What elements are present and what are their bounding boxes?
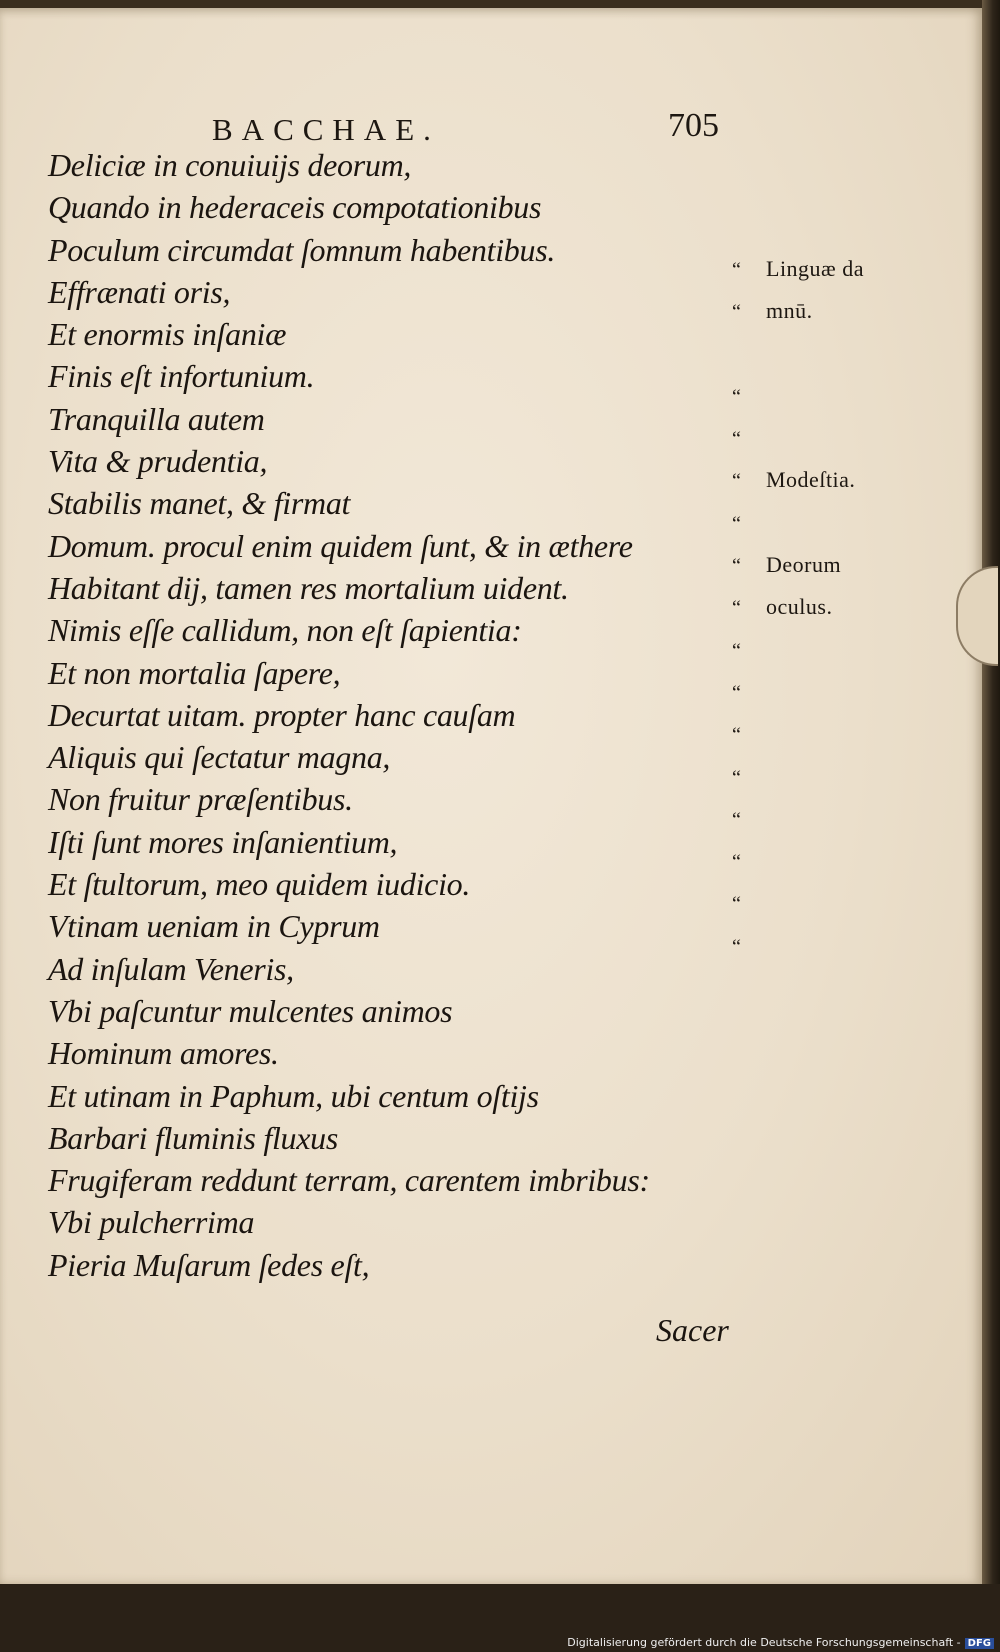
verse-line: Vtinam ueniam in Cyprum (48, 908, 380, 945)
margin-note (732, 713, 892, 755)
verse-line: Tranquilla autem (48, 400, 265, 437)
verse-line: Aliquis qui ſectatur magna, (48, 739, 391, 776)
margin-note (732, 756, 892, 798)
verse-line: Domum. procul enim quidem ſunt, & in æthere (48, 527, 633, 564)
quote-mark: “ (732, 301, 741, 324)
quote-mark: “ (732, 893, 741, 916)
verse-line: Quando in hederaceis compotationibus (48, 189, 542, 226)
catchword: Sacer (656, 1312, 729, 1348)
dfg-logo: DFG (965, 1638, 994, 1649)
margin-note-text: mnū. (766, 298, 813, 324)
quote-mark: “ (732, 724, 741, 747)
running-head: BACCHAE. (212, 112, 440, 147)
verse-line: Et utinam in Paphum, ubi centum oſtijs (48, 1077, 539, 1114)
credit-text: Digitalisierung gefördert durch die Deutsche Forschungsgemeinschaft - (567, 1636, 961, 1649)
verse-line: Habitant dij, tamen res mortalium uident. (48, 569, 569, 606)
margin-note (732, 417, 892, 459)
quote-mark: “ (732, 470, 741, 493)
quote-mark: “ (732, 935, 741, 958)
margin-note (732, 290, 892, 332)
verse-line: Finis eſt infortunium. (48, 358, 315, 395)
verse-line: Pieria Muſarum ſedes eſt, (48, 1246, 370, 1283)
verse-line: Nimis eſſe callidum, non eſt ſapientia: (48, 612, 522, 649)
margin-note (732, 375, 892, 417)
verse-line: Vbi paſcuntur mulcentes animos (48, 992, 453, 1029)
margin-note-text: Deorum (766, 552, 842, 578)
quote-mark: “ (732, 385, 741, 408)
quote-mark: “ (732, 259, 741, 281)
margin-note (732, 502, 892, 544)
verse-line: Non fruitur præſentibus. (48, 781, 353, 818)
margin-note (732, 882, 892, 924)
margin-note-text: oculus. (766, 594, 833, 620)
margin-note (732, 840, 892, 882)
verse-line: Poculum circumdat ſomnum habentibus. (48, 231, 556, 268)
quote-mark: “ (732, 851, 741, 874)
verse-line: Et ſtultorum, meo quidem iudicio. (48, 866, 471, 903)
verse-line: Frugiferam reddunt terram, carentem imbribus: (48, 1162, 650, 1199)
verse-line: Et enormis inſaniæ (48, 316, 287, 353)
margin-note (732, 586, 892, 628)
margin-note-text: Linguæ da (766, 256, 864, 281)
verse-line: Et non mortalia ſapere, (48, 654, 341, 691)
margin-notes (732, 248, 892, 967)
quote-mark: “ (732, 512, 741, 535)
digitization-credit (567, 1636, 994, 1649)
margin-note (732, 333, 892, 375)
verse-line: Hominum amores. (48, 1035, 279, 1072)
margin-note (732, 798, 892, 840)
verse-line: Iſti ſunt mores inſanientium, (48, 823, 398, 860)
margin-note (732, 629, 892, 671)
verse-line: Decurtat uitam. propter hanc cauſam (48, 696, 516, 733)
margin-note (732, 925, 892, 967)
quote-mark: “ (732, 681, 741, 704)
margin-note (732, 671, 892, 713)
quote-mark: “ (732, 808, 741, 831)
margin-note (732, 459, 892, 501)
page-edge-shadow (982, 0, 1000, 1600)
quote-mark: “ (732, 597, 741, 620)
verse-line: Vita & prudentia, (48, 443, 268, 480)
margin-note (732, 248, 892, 290)
verse-line: Barbari fluminis fluxus (48, 1119, 339, 1156)
quote-mark: “ (732, 428, 741, 451)
verse-text (48, 144, 708, 1286)
quote-mark: “ (732, 766, 741, 789)
margin-note (732, 544, 892, 586)
verse-line: Deliciæ in conuiuijs deorum, (48, 147, 412, 183)
verse-line: Stabilis manet, & firmat (48, 485, 351, 522)
margin-note-text: Modeſtia. (766, 467, 856, 493)
page-number: 705 (668, 107, 719, 144)
book-page (0, 8, 982, 1584)
verse-line: Ad inſulam Veneris, (48, 950, 294, 987)
quote-mark: “ (732, 555, 741, 578)
verse-line: Effrænati oris, (48, 273, 231, 310)
quote-mark: “ (732, 639, 741, 662)
verse-line: Vbi pulcherrima (48, 1204, 255, 1241)
